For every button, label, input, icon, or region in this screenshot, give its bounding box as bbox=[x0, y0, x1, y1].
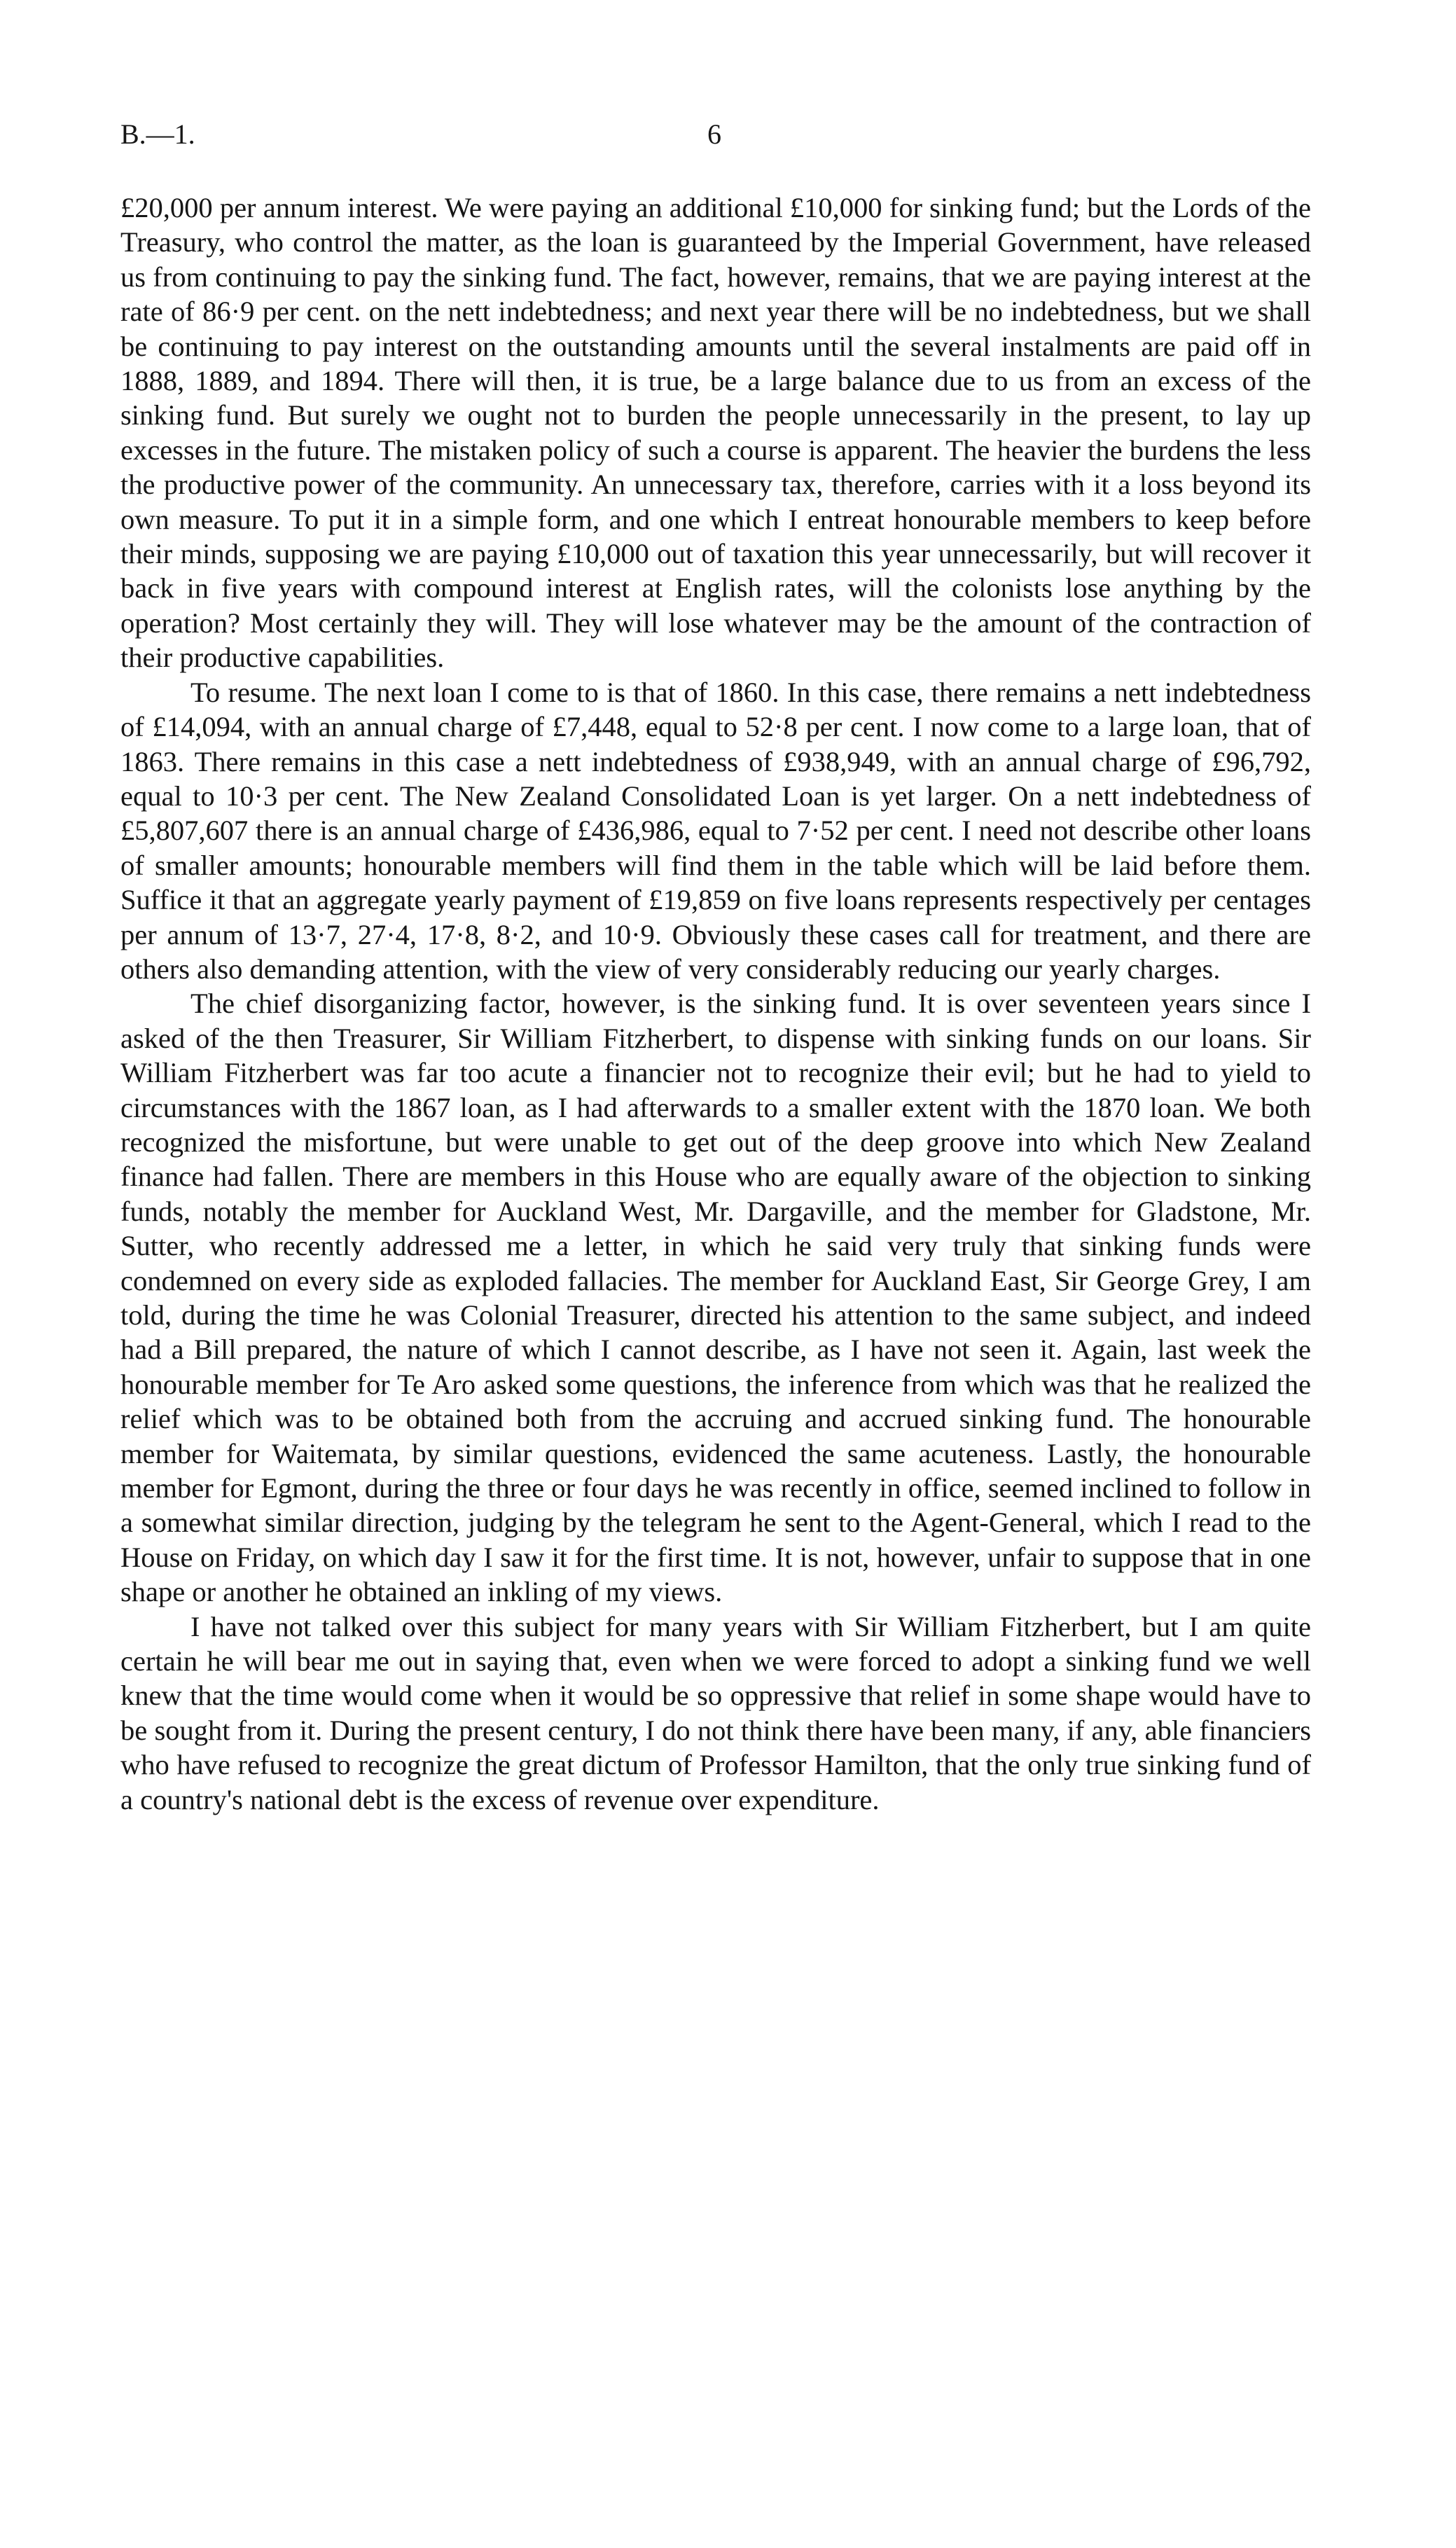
paragraph-continued: £20,000 per annum interest. We were paying an additional £10,000 for sinking fund; but the Lords of the Treasury, who control the matter, as the loan is guaranteed by the Imperial Government, have released us from continuing to pay the sinking fund. The fact, however, remains, that we are paying interest at the rate of 86·9 per cent. on the nett indebtedness; and next year there will be no indebtedness, but we shall be continuing to pay interest on the outstanding amounts until the several instalments are paid off in 1888, 1889, and 1894. There will then, it is true, be a large balance due to us from an excess of the sinking fund. But surely we ought not to burden the people unnecessarily in the present, to lay up excesses in the future. The mistaken policy of such a course is apparent. The heavier the burdens the less the productive power of the community. An unnecessary tax, therefore, carries with it a loss beyond its own measure. To put it in a simple form, and one which I entreat honourable members to keep before their minds, supposing we are paying £10,000 out of taxation this year unnecessarily, but will recover it back in five years with compound interest at English rates, will the colonists lose anything by the operation? Most certainly they will. They will lose whatever may be the amount of the contraction of their productive capabilities. bbox=[120, 192, 1311, 674]
running-header bbox=[120, 118, 1311, 160]
body-text bbox=[120, 191, 1311, 1817]
paragraph-loans: To resume. The next loan I come to is that of 1860. In this case, there remains a nett indebtedness of £14,094, with an annual charge of £7,448, equal to 52·8 per cent. I now come to a large loan, that of 1863. There remains in this case a nett indebtedness of £938,949, with an annual charge of £96,792, equal to 10·3 per cent. The New Zealand Consolidated Loan is yet larger. On a nett indebtedness of £5,807,607 there is an annual charge of £436,986, equal to 7·52 per cent. I need not describe other loans of smaller amounts; honourable members will find them in the table which will be laid before them. Suffice it that an aggregate yearly payment of £19,859 on five loans represents respectively per centages per annum of 13·7, 27·4, 17·8, 8·2, and 10·9. Obviously these cases call for treatment, and there are others also demanding attention, with the view of very considerably reducing our yearly charges. bbox=[120, 676, 1311, 985]
page-number: 6 bbox=[707, 118, 721, 150]
paragraph-sinking-fund: The chief disorganizing factor, however, is the sinking fund. It is over seventeen years since I asked of the then Treasurer, Sir William Fitzherbert, to dispense with sinking funds on our loans. Sir William Fitzherbert was far too acute a financier not to recognize their evil; but he had to yield to circumstances with the 1867 loan, as I had afterwards to a smaller extent with the 1870 loan. We both recognized the misfortune, but were unable to get out of the deep groove into which New Zealand finance had fallen. There are members in this House who are equally aware of the objection to sinking funds, notably the member for Auckland West, Mr. Dargaville, and the member for Gladstone, Mr. Sutter, who recently addressed me a letter, in which he said very truly that sinking funds were condemned on every side as exploded fallacies. The member for Auckland East, Sir George Grey, I am told, during the time he was Colonial Treasurer, directed his attention to the same subject, and indeed had a Bill prepared, the nature of which I cannot describe, as I have not seen it. Again, last week the honourable member for Te Aro asked some questions, the inference from which was that he realized the relief which was to be obtained both from the accruing and accrued sinking fund. The honourable member for Waitemata, by similar questions, evidenced the same acuteness. Lastly, the honourable member for Egmont, during the three or four days he was recently in office, seemed inclined to follow in a somewhat similar direction, judging by the telegram he sent to the Agent-General, which I read to the House on Friday, on which day I saw it for the first time. It is not, however, unfair to suppose that in one shape or another he obtained an inkling of my views. bbox=[120, 988, 1311, 1608]
paragraph-fitzherbert: I have not talked over this subject for many years with Sir William Fitzherbert, but I am quite certain he will bear me out in saying that, even when we were forced to adopt a sinking fund we well knew that the time would come when it would be so oppressive that relief in some shape would have to be sought from it. During the present century, I do not think there have been many, if any, able financiers who have refused to recognize the great dictum of Professor Hamilton, that the only true sinking fund of a country's national debt is the excess of revenue over expenditure. bbox=[120, 1610, 1311, 1815]
document-reference: B.—1. bbox=[120, 118, 195, 150]
